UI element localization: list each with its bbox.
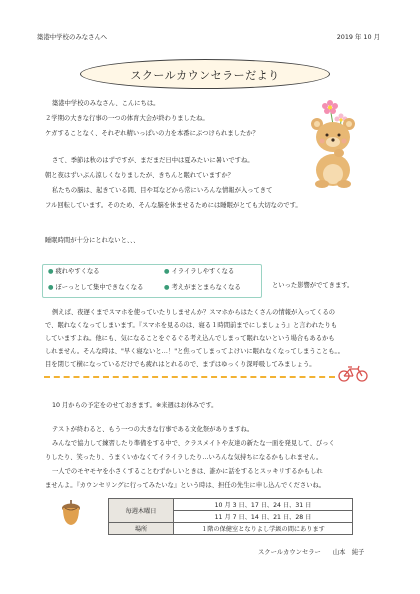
- festival-line: みんなで協力して練習したり準備をする中で、クラスメイトや友達の新たな一面を発見して、びっく: [52, 440, 335, 447]
- phone-line: 例えば、夜遅くまでスマホを使っていたりしませんか？スマホからはたくさんの情報が入ってくるの: [52, 309, 336, 316]
- effect-item: ● ぼーっとして集中できなくなる: [48, 284, 144, 291]
- autumn-line: フル回転しています。そのため、そんな脳を休ませるためには睡眠がとても大切なのです。: [45, 202, 302, 209]
- bear-illustration: [308, 92, 370, 188]
- intro-line: ケガすることなく、それぞれ精いっぱいの力を本番にぶつけられましたか？: [45, 130, 259, 137]
- festival-line: ませんよ。『カウンセリングに行ってみたいな』という時は、担任の先生に申し込んでくださいね。: [45, 482, 326, 489]
- signature-role: スクールカウンセラー: [258, 549, 321, 556]
- schedule-intro: 10 月からの予定をのせておきます。※来週はお休みです。: [52, 402, 218, 409]
- dates-cell: 10 月 3 日、17 日、24 日、31 日: [174, 499, 353, 511]
- bicycle-icon: [338, 364, 368, 382]
- intro-line: 築港中学校のみなさん、こんにちは。: [52, 100, 160, 107]
- effect-item: ● 考えがまとまらなくなる: [164, 284, 241, 291]
- phone-line: しれません。そんな時は、"早く寝ないと…！"と焦ってしまってよけいに眠れなくなってしまうことも。。: [45, 348, 344, 355]
- phone-line: していますよね。他にも、気になることをぐるぐる考え込んでしまって眠れないという場合もあるかも: [45, 335, 335, 342]
- signature: [258, 550, 364, 556]
- table-row: [109, 523, 353, 535]
- page-title: スクールカウンセラーだより: [130, 69, 280, 82]
- phone-line: 目を閉じて横になっているだけでも疲れはとれるので、まずはゆっくり深呼吸してみましょう。: [45, 361, 316, 368]
- festival-line: 一人でのモヤモヤを小さくすることむずかしいときは、誰かに話をするとスッキリするかもしれ: [52, 468, 323, 475]
- place-label-cell: 場所: [109, 523, 174, 535]
- autumn-line: 朝と夜はずいぶん涼しくなりましたが、きちんと眠れていますか？: [45, 172, 234, 179]
- acorn-icon: [60, 499, 82, 527]
- signature-name: 山本 純子: [332, 549, 365, 556]
- sleep-lead: 睡眠時間が十分にとれないと、、、: [45, 237, 140, 244]
- autumn-line: さて、季節は秋のはずですが、まだまだ日中は夏みたいに暑いですね。: [52, 157, 254, 164]
- effect-item: ● イライラしやすくなる: [164, 268, 235, 275]
- intro-line: ２学期の大きな行事の一つの体育大会が終わりましたね。: [45, 115, 209, 122]
- table-row: [109, 499, 353, 511]
- place-cell: １階の保健室となりよし学級の間にあります: [174, 523, 353, 535]
- sleep-after: といった影響がでてきます。: [272, 282, 354, 289]
- header-school: 築港中学校のみなさんへ: [37, 33, 108, 41]
- schedule-table: [108, 498, 353, 535]
- festival-line: りしたり、笑ったり、うまくいかなくてイライラしたり…いろんな気持ちになるかもしれません。: [45, 454, 323, 461]
- dates-cell: 11 月 7 日、14 日、21 日、28 日: [174, 511, 353, 523]
- autumn-line: 私たちの脳は、起きている間、目や耳などから常にいろんな情報が入ってきて: [52, 187, 273, 194]
- phone-line: で、眠れなくなってしまいます。『スマホを見るのは、寝る１時間前までにしましょう』と言われたりも: [45, 322, 338, 329]
- effect-item: ● 疲れやすくなる: [48, 268, 100, 275]
- weekday-cell: 毎週木曜日: [109, 499, 174, 523]
- festival-line: テストが終わると、もう一つの大きな行事である文化祭がありますね。: [52, 426, 254, 433]
- header-date: 2019 年 10 月: [336, 33, 380, 41]
- divider: [44, 376, 335, 378]
